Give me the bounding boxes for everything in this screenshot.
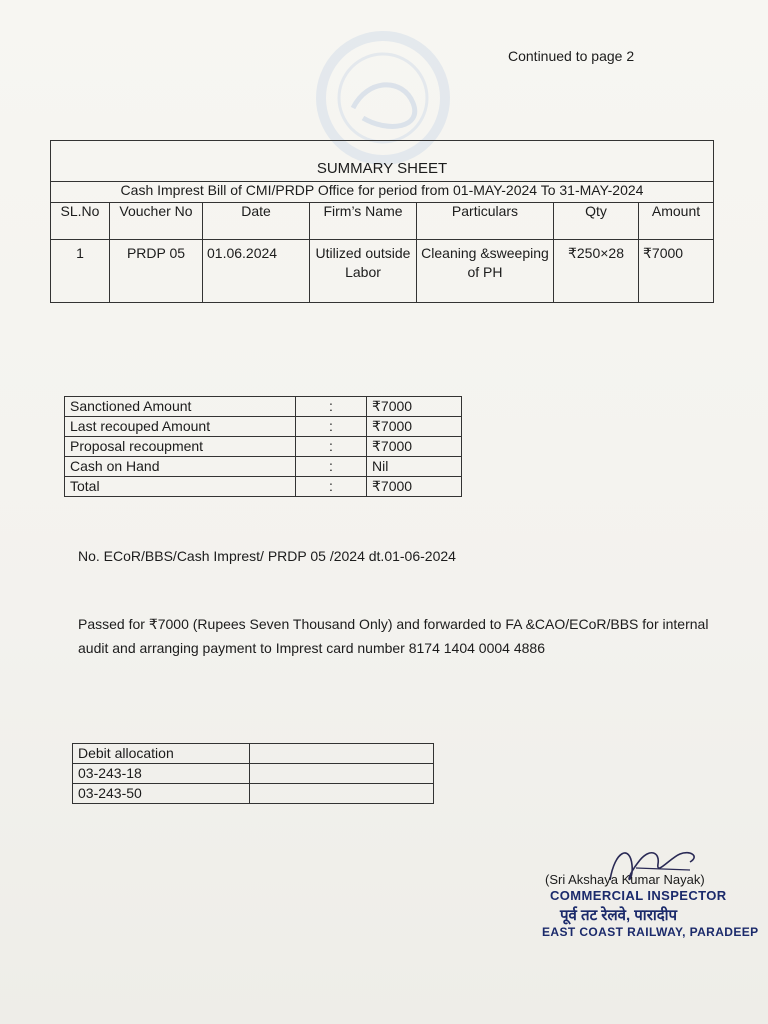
cell-qty: ₹250×28 <box>554 240 639 303</box>
stamp-hindi-text: पूर्व तट रेलवे, पारादीप <box>560 907 678 924</box>
amount-label: Proposal recoupment <box>65 437 296 457</box>
amount-separator: : <box>296 417 367 437</box>
debit-code: 03-243-18 <box>73 764 250 784</box>
table-row <box>65 397 462 417</box>
debit-code: 03-243-50 <box>73 784 250 804</box>
debit-header: Debit allocation <box>73 744 250 764</box>
col-qty: Qty <box>554 203 639 240</box>
passed-statement: Passed for ₹7000 (Rupees Seven Thousand Only) and forwarded to FA &CAO/ECoR/BBS for internal audit and arranging payment to Imprest card number 8174 1404 0004 4886 <box>78 616 709 656</box>
debit-allocation-table <box>72 743 434 804</box>
stamp-organization: EAST COAST RAILWAY, PARADEEP <box>542 925 759 939</box>
amount-separator: : <box>296 457 367 477</box>
signatory-name: (Sri Akshaya Kumar Nayak) <box>545 872 705 887</box>
cell-voucher: PRDP 05 <box>110 240 203 303</box>
amount-summary-table <box>64 396 462 497</box>
amount-label: Last recouped Amount <box>65 417 296 437</box>
amount-value: ₹7000 <box>367 477 462 497</box>
col-firm: Firm’s Name <box>310 203 417 240</box>
summary-table <box>50 140 714 303</box>
cell-date: 01.06.2024 <box>203 240 310 303</box>
amount-label: Total <box>65 477 296 497</box>
amount-value: ₹7000 <box>367 437 462 457</box>
amount-label: Sanctioned Amount <box>65 397 296 417</box>
table-row <box>51 240 714 303</box>
cell-particulars: Cleaning &sweeping of PH <box>417 240 554 303</box>
col-voucher: Voucher No <box>110 203 203 240</box>
table-row <box>73 744 434 764</box>
amount-label: Cash on Hand <box>65 457 296 477</box>
amount-separator: : <box>296 437 367 457</box>
amount-value: Nil <box>367 457 462 477</box>
continued-note: Continued to page 2 <box>508 48 635 64</box>
table-row <box>73 784 434 804</box>
table-row <box>65 477 462 497</box>
amount-value: ₹7000 <box>367 397 462 417</box>
col-amount: Amount <box>639 203 714 240</box>
table-row <box>73 764 434 784</box>
stamp-title: COMMERCIAL INSPECTOR <box>550 888 727 903</box>
col-slno: SL.No <box>51 203 110 240</box>
col-date: Date <box>203 203 310 240</box>
summary-header-row <box>51 203 714 240</box>
summary-period: Cash Imprest Bill of CMI/PRDP Office for period from 01-MAY-2024 To 31-MAY-2024 <box>51 182 714 203</box>
debit-empty-cell <box>250 764 434 784</box>
col-particulars: Particulars <box>417 203 554 240</box>
table-row <box>65 437 462 457</box>
debit-empty-cell <box>250 744 434 764</box>
cell-amount: ₹7000 <box>639 240 714 303</box>
table-row <box>65 457 462 477</box>
cell-slno: 1 <box>51 240 110 303</box>
debit-empty-cell <box>250 784 434 804</box>
table-row <box>65 417 462 437</box>
summary-title: SUMMARY SHEET <box>51 141 714 182</box>
reference-number: No. ECoR/BBS/Cash Imprest/ PRDP 05 /2024 dt.01-06-2024 <box>78 548 456 564</box>
cell-firm: Utilized outside Labor <box>310 240 417 303</box>
amount-separator: : <box>296 477 367 497</box>
amount-value: ₹7000 <box>367 417 462 437</box>
amount-separator: : <box>296 397 367 417</box>
